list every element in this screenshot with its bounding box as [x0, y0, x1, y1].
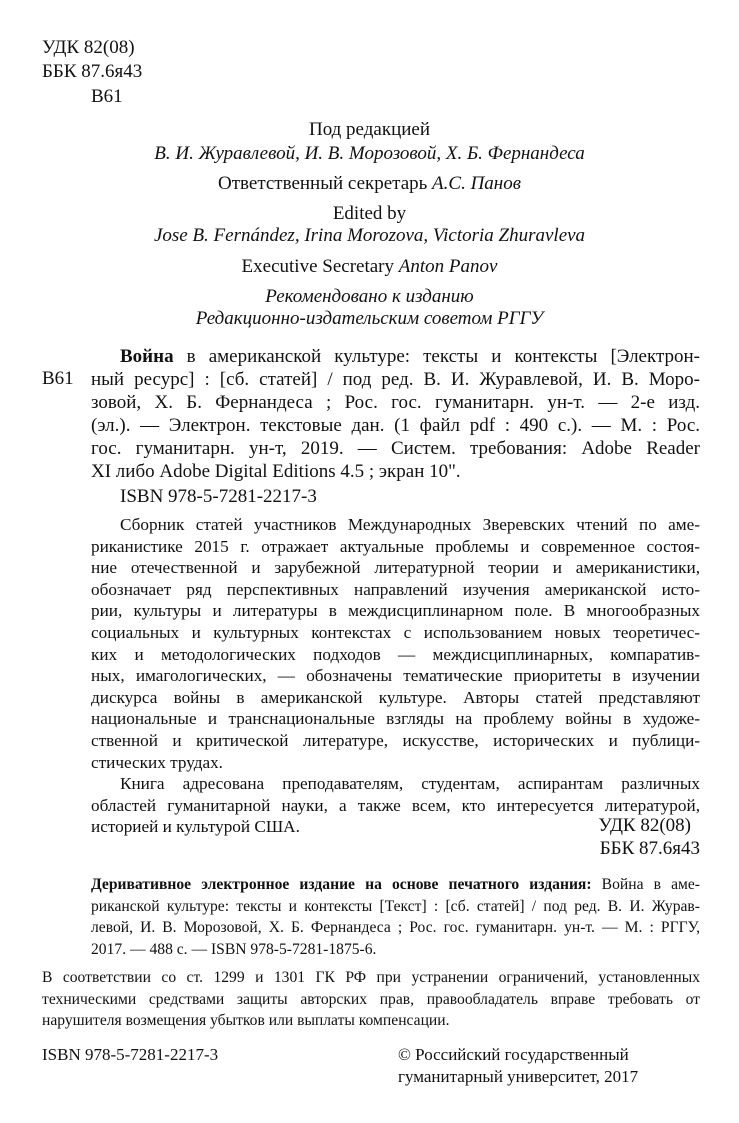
entry-code: В61: [42, 368, 74, 389]
text-line: Книга адресована преподавателям, студентам, аспирантам различных: [120, 774, 700, 794]
text-line: левой, И. В. Морозовой, Х. Б. Фернандеса ; Рос. гос. гуманитарн. ун-т. — М. : РГГУ,: [91, 919, 700, 937]
text-line: зовой, Х. Б. Фернандеса ; Рос. гос. гуманитарн. ун-т. — 2-е изд.: [91, 392, 700, 413]
text-line: В соответствии со ст. 1299 и 1301 ГК РФ при устранении ограничений, установленных: [42, 969, 700, 986]
edited-en-label: Edited by: [332, 203, 407, 224]
secretary-en: [0, 256, 739, 278]
edited-ru-label: Под редакцией: [308, 119, 431, 140]
copyright-line-2: гуманитарный университет, 2017: [398, 1067, 639, 1086]
text-line: стических трудах.: [91, 752, 223, 772]
text-line: [91, 345, 700, 368]
text-line: гос. гуманитарн. ун-т, 2019. — Систем. требования: Adobe Reader: [91, 438, 700, 459]
text-line: ный ресурс] : [сб. статей] / под ред. В. И. Журавлевой, И. В. Моро-: [91, 369, 700, 390]
text-line: социальных и культурных контекстах с использованием новых теоретичес-: [91, 622, 700, 642]
text-line: техническими средствами защиты авторских прав, правообладатель вправе требовать от: [42, 990, 700, 1008]
text-line: национальные и транснациональные взгляды на проблему войны в художе-: [91, 709, 700, 729]
text-line: (эл.). — Электрон. текстовые дан. (1 файл pdf : 490 с.). — М. : Рос.: [91, 415, 700, 436]
classification-udk: УДК 82(08): [598, 815, 691, 836]
text-line: риканской культуре: тексты и контексты [Текст] : [сб. статей] / под ред. В. И. Журав-: [91, 897, 700, 915]
text-line: XI либо Adobe Digital Editions 4.5 ; экран 10".: [91, 461, 461, 482]
editors-ru: В. И. Журавлевой, И. В. Морозовой, Х. Б. Фернандеса: [154, 143, 585, 164]
abstract: [91, 514, 700, 838]
secretary-en-name: Anton Panov: [398, 256, 498, 277]
text-line-rest: Война в аме-: [591, 876, 700, 893]
text-line: дискурса войны в американской культуре. Авторы статей представляют: [91, 687, 700, 707]
text-line: областей гуманитарной науки, а также всем, кто интересуется литературой,: [91, 795, 700, 815]
derivative-edition-note: [91, 874, 700, 960]
copyright-line-1: © Российский государственный: [398, 1045, 629, 1064]
recommended-line-1: Рекомендовано к изданию: [265, 286, 474, 307]
text-line: 2017. — 488 с. — ISBN 978-5-7281-1875-6.: [91, 940, 377, 958]
classification-bbk: ББК 87.6я43: [599, 838, 700, 859]
recommended-line-2: Редакционно-издательским советом РГГУ: [195, 308, 544, 329]
entry-isbn: ISBN 978-5-7281-2217-3: [120, 486, 317, 507]
author-mark: В61: [91, 86, 123, 107]
text-line-rest: в американской культуре: тексты и контексты [Электрон-: [173, 346, 700, 367]
footer-isbn: ISBN 978-5-7281-2217-3: [42, 1045, 219, 1064]
text-line: ственной и критической литературе, искусстве, исторических и публици-: [91, 730, 700, 750]
text-line: ных, имагологических, — обозначены тематические приоритеты в изучении: [91, 666, 700, 686]
editors-en: Jose B. Fernández, Irina Morozova, Victoria Zhuravleva: [153, 225, 586, 246]
text-line: риканистике 2015 г. отражает актуальные проблемы и современное состоя-: [91, 536, 700, 556]
text-line: рии, культуры и литературы в междисциплинарном поле. В многообразных: [91, 601, 700, 621]
text-line: ние отечественной и зарубежной литературной теории и американистики,: [91, 558, 700, 578]
legal-notice: [42, 967, 700, 1032]
udk-code: УДК 82(08): [42, 37, 135, 58]
secretary-ru: [0, 173, 739, 195]
text-line: Сборник статей участников Международных Зверевских чтений по аме-: [120, 515, 700, 534]
secretary-ru-label: Ответственный секретарь: [218, 173, 428, 194]
text-line: [91, 874, 700, 896]
bbk-code: ББК 87.6я43: [42, 61, 143, 82]
bold-lead: Деривативное электронное издание на основе печатного издания:: [91, 876, 592, 893]
bold-lead: Война: [120, 346, 174, 367]
secretary-en-label: Executive Secretary: [241, 256, 394, 277]
text-line: нарушителя возмещения убытков или выплаты компенсации.: [42, 1012, 450, 1030]
secretary-ru-name: А.С. Панов: [432, 173, 521, 194]
text-line: ких и методологических подходов — междисциплинарных, компаратив-: [91, 644, 700, 664]
text-line: обозначает ряд перспективных направлений изучения американской исто-: [91, 579, 700, 599]
bibliographic-entry: [91, 345, 700, 483]
text-line: историей и культурой США.: [91, 817, 300, 837]
